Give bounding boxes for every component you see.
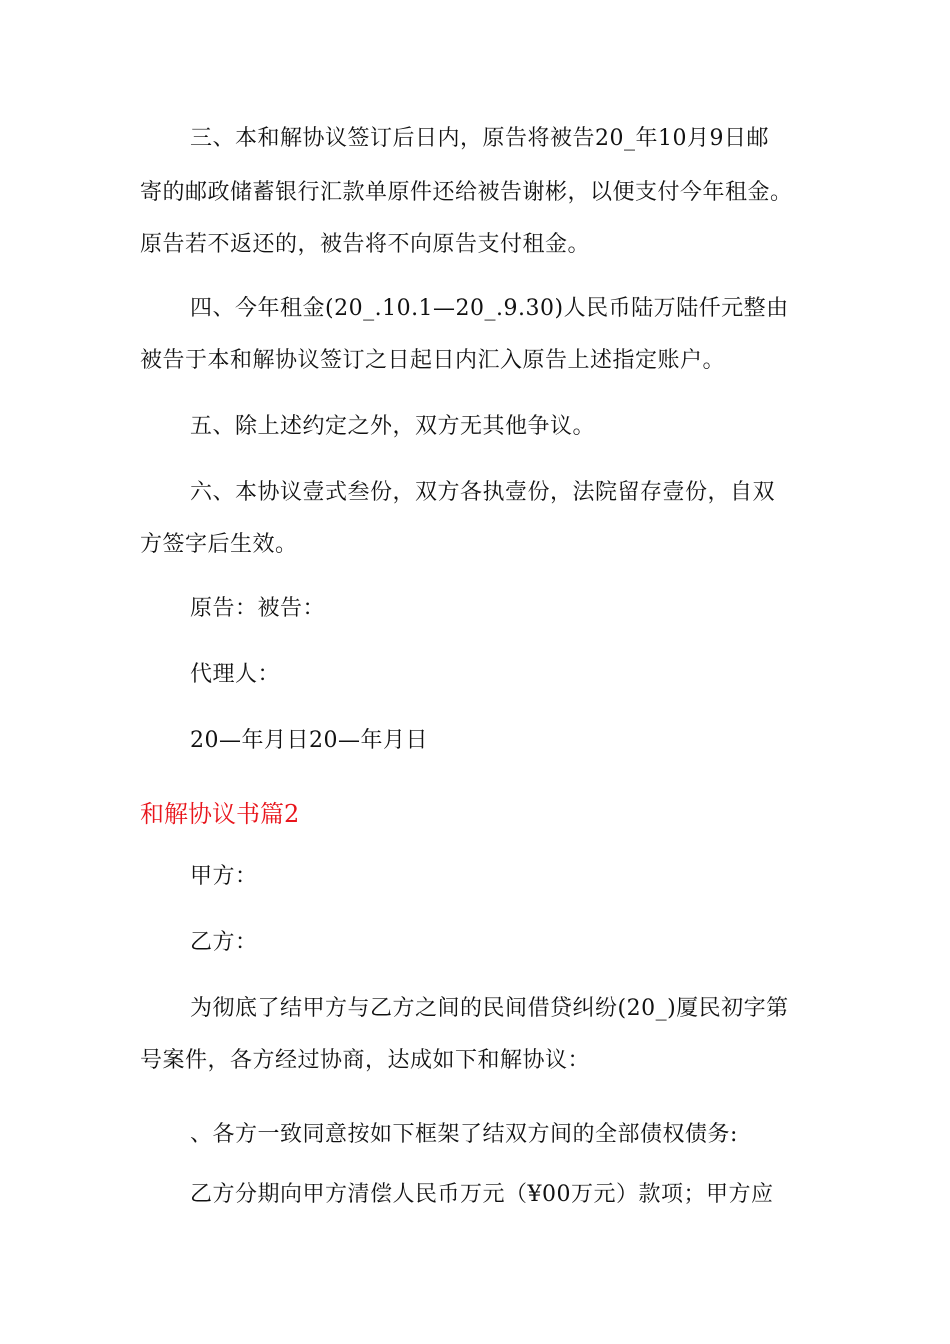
signature-agent: 代理人： bbox=[190, 662, 281, 687]
paragraph-5: 五、除上述约定之外，双方无其他争议。 bbox=[190, 414, 596, 439]
party-b: 乙方： bbox=[190, 930, 258, 955]
party-a: 甲方： bbox=[190, 864, 258, 889]
section-heading: 和解协议书篇2 bbox=[140, 800, 300, 828]
paragraph-6-line-1: 六、本协议壹式叁份，双方各执壹份，法院留存壹份，自双 bbox=[190, 480, 776, 505]
paragraph-4-line-1: 四、今年租金(20_.10.1—20_.9.30)人民币陆万陆仟元整由 bbox=[190, 296, 789, 321]
paragraph-6-line-2: 方签字后生效。 bbox=[140, 532, 298, 557]
preamble-line-2: 号案件，各方经过协商，达成如下和解协议： bbox=[140, 1048, 591, 1073]
paragraph-4-line-2: 被告于本和解协议签订之日起日内汇入原告上述指定账户。 bbox=[140, 348, 726, 373]
signature-parties: 原告：被告： bbox=[190, 596, 326, 621]
signature-dates: 20—年月日20—年月日 bbox=[190, 728, 428, 753]
paragraph-3-line-1: 三、本和解协议签订后日内，原告将被告20_年10月9日邮 bbox=[190, 126, 769, 151]
clause-1: 、各方一致同意按如下框架了结双方间的全部债权债务: bbox=[190, 1122, 738, 1147]
paragraph-3-line-3: 原告若不返还的，被告将不向原告支付租金。 bbox=[140, 232, 591, 257]
paragraph-3-line-2: 寄的邮政储蓄银行汇款单原件还给被告谢彬，以便支付今年租金。 bbox=[140, 180, 793, 205]
preamble-line-1: 为彻底了结甲方与乙方之间的民间借贷纠纷(20_)厦民初字第 bbox=[190, 996, 789, 1021]
clause-1-detail: 乙方分期向甲方清偿人民币万元（¥00万元）款项；甲方应 bbox=[190, 1182, 774, 1207]
